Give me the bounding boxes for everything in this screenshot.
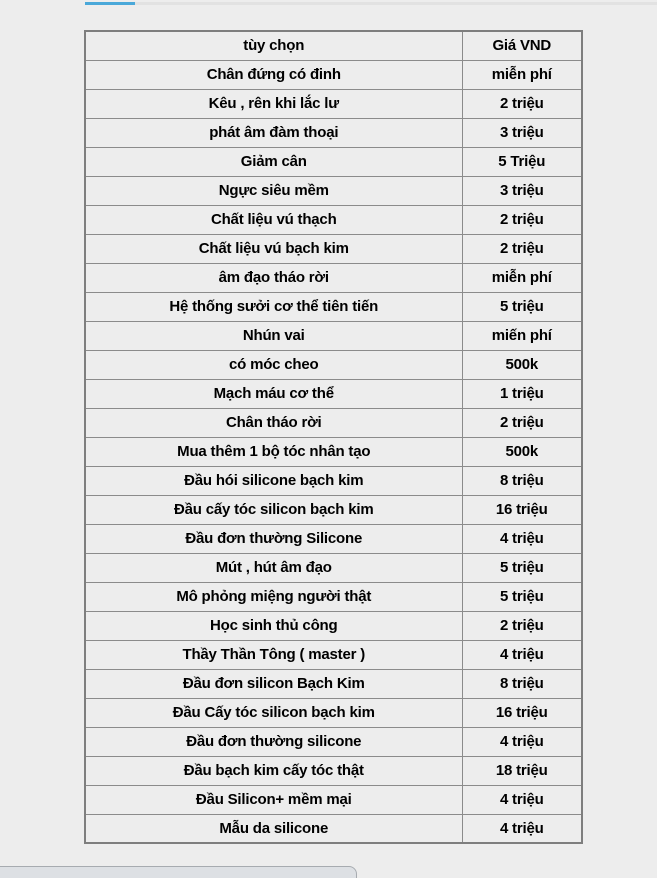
table-row xyxy=(85,60,582,89)
table-row xyxy=(85,176,582,205)
price-cell: 2 triệu xyxy=(462,611,582,640)
price-cell: 2 triệu xyxy=(462,89,582,118)
option-cell: Đầu đơn silicon Bạch Kim xyxy=(85,669,462,698)
price-cell: 5 triệu xyxy=(462,582,582,611)
option-cell: Giảm cân xyxy=(85,147,462,176)
table-row xyxy=(85,611,582,640)
table-body xyxy=(85,60,582,843)
table-row xyxy=(85,727,582,756)
option-cell: Chân tháo rời xyxy=(85,408,462,437)
table-header-row xyxy=(85,31,582,60)
table-row xyxy=(85,495,582,524)
table-row xyxy=(85,205,582,234)
option-column-header: tùy chọn xyxy=(85,31,462,60)
price-cell: 3 triệu xyxy=(462,176,582,205)
price-cell: 500k xyxy=(462,350,582,379)
price-cell: 8 triệu xyxy=(462,669,582,698)
option-cell: Hệ thống sưởi cơ thể tiên tiến xyxy=(85,292,462,321)
table-row xyxy=(85,118,582,147)
table-row xyxy=(85,321,582,350)
table-row xyxy=(85,814,582,843)
option-cell: Mẫu da silicone xyxy=(85,814,462,843)
option-cell: Học sinh thủ công xyxy=(85,611,462,640)
table-row xyxy=(85,89,582,118)
price-cell: 5 triệu xyxy=(462,553,582,582)
price-cell: 4 triệu xyxy=(462,814,582,843)
price-cell: 500k xyxy=(462,437,582,466)
table-row xyxy=(85,524,582,553)
option-cell: Đầu bạch kim cấy tóc thật xyxy=(85,756,462,785)
option-cell: Đầu hói silicone bạch kim xyxy=(85,466,462,495)
price-cell: 4 triệu xyxy=(462,524,582,553)
table-row xyxy=(85,350,582,379)
option-cell: Đầu Silicon+ mềm mại xyxy=(85,785,462,814)
price-cell: 2 triệu xyxy=(462,205,582,234)
price-cell: 5 triệu xyxy=(462,292,582,321)
option-cell: Mút , hút âm đạo xyxy=(85,553,462,582)
option-cell: Đầu Cấy tóc silicon bạch kim xyxy=(85,698,462,727)
table-row xyxy=(85,263,582,292)
price-cell: miến phí xyxy=(462,321,582,350)
price-cell: 16 triệu xyxy=(462,698,582,727)
table-row xyxy=(85,640,582,669)
price-table xyxy=(84,30,583,844)
table-row xyxy=(85,553,582,582)
table-row xyxy=(85,408,582,437)
option-cell: Ngực siêu mềm xyxy=(85,176,462,205)
price-cell: 4 triệu xyxy=(462,785,582,814)
price-cell: miễn phí xyxy=(462,60,582,89)
page-load-progress-fill xyxy=(85,2,135,5)
price-column-header: Giá VND xyxy=(462,31,582,60)
browser-status-bubble xyxy=(0,866,357,878)
page-load-progress-track xyxy=(85,2,657,5)
option-cell: Mô phỏng miệng người thật xyxy=(85,582,462,611)
table-row xyxy=(85,466,582,495)
option-cell: có móc cheo xyxy=(85,350,462,379)
table-row xyxy=(85,379,582,408)
table-row xyxy=(85,292,582,321)
option-cell: Mua thêm 1 bộ tóc nhân tạo xyxy=(85,437,462,466)
table-row xyxy=(85,147,582,176)
table-row xyxy=(85,582,582,611)
price-cell: 4 triệu xyxy=(462,640,582,669)
option-cell: phát âm đàm thoại xyxy=(85,118,462,147)
price-cell: 5 Triệu xyxy=(462,147,582,176)
option-cell: Đầu cấy tóc silicon bạch kim xyxy=(85,495,462,524)
price-cell: 18 triệu xyxy=(462,756,582,785)
option-cell: Đầu đơn thường silicone xyxy=(85,727,462,756)
option-cell: Thầy Thần Tông ( master ) xyxy=(85,640,462,669)
option-cell: Chất liệu vú thạch xyxy=(85,205,462,234)
option-cell: Đầu đơn thường Silicone xyxy=(85,524,462,553)
price-cell: 16 triệu xyxy=(462,495,582,524)
price-cell: 8 triệu xyxy=(462,466,582,495)
table-row xyxy=(85,437,582,466)
option-cell: Chất liệu vú bạch kim xyxy=(85,234,462,263)
table-row xyxy=(85,756,582,785)
table-row xyxy=(85,669,582,698)
option-cell: Mạch máu cơ thể xyxy=(85,379,462,408)
option-cell: Nhún vai xyxy=(85,321,462,350)
option-cell: Kêu , rên khi lắc lư xyxy=(85,89,462,118)
option-cell: âm đạo tháo rời xyxy=(85,263,462,292)
table-row xyxy=(85,234,582,263)
price-cell: 1 triệu xyxy=(462,379,582,408)
price-cell: 2 triệu xyxy=(462,234,582,263)
option-cell: Chân đứng có đinh xyxy=(85,60,462,89)
price-cell: 2 triệu xyxy=(462,408,582,437)
table-row xyxy=(85,698,582,727)
price-cell: 4 triệu xyxy=(462,727,582,756)
table-row xyxy=(85,785,582,814)
price-cell: 3 triệu xyxy=(462,118,582,147)
price-cell: miễn phí xyxy=(462,263,582,292)
